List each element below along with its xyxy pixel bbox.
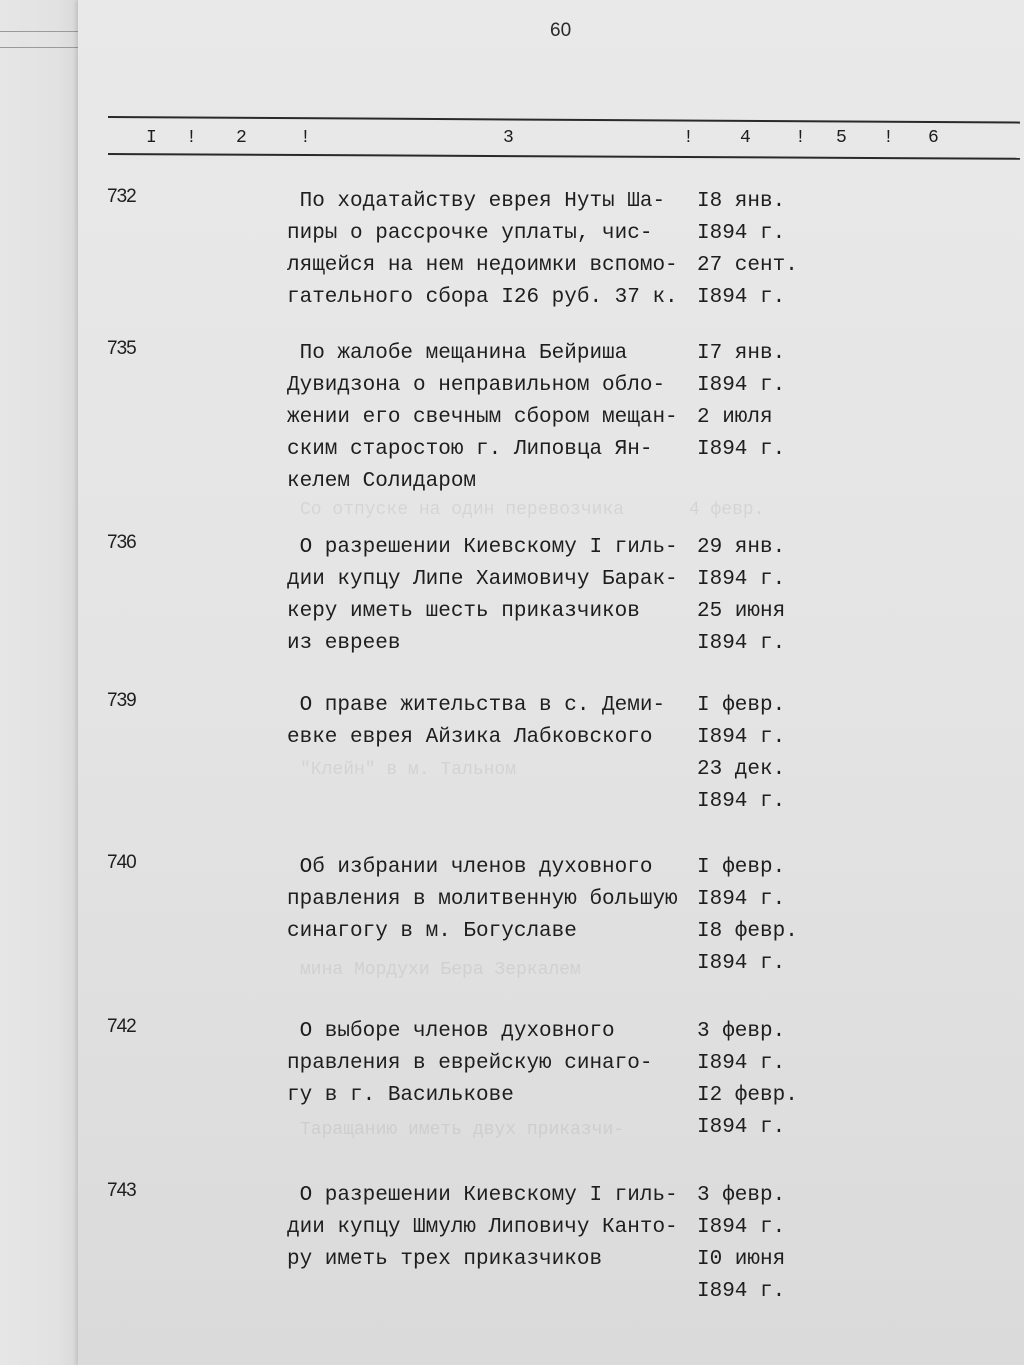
entry-date: I894 г. [697,438,786,461]
column-header-5: 5 [836,128,847,148]
entry-date: I894 г. [697,1052,786,1075]
entry-description-line: из евреев [287,632,401,655]
entry-number: 739 [107,690,136,711]
entry-number: 743 [107,1180,136,1201]
entry-content [287,852,807,980]
bleed-through-text: Со отпуске на один перевозчика 4 февр. [300,500,765,520]
page-number: 60 [550,20,572,41]
entry-number: 742 [107,1016,136,1037]
bleed-through-text: "Клейн" в м. Тальном [300,760,517,780]
bleed-through-text: Таращанию иметь двух приказчи- [300,1120,625,1140]
entry-description-line: пиры о рассрочке уплаты, чис- [287,222,653,245]
entry-content [287,186,807,314]
entry-description-line: ским старостою г. Липовца Ян- [287,438,653,461]
entry-description-line: О разрешении Киевскому I гиль- [287,536,678,559]
entry-date: I894 г. [697,374,786,397]
entry-description-line: келем Солидаром [287,470,477,493]
entry-description-line: ру иметь трех приказчиков [287,1248,603,1271]
entry-date: I февр. [697,694,786,717]
column-header-3: 3 [503,128,514,148]
column-header-2: 2 [236,128,247,148]
entry-description-line: О выборе членов духовного [287,1020,615,1043]
column-header-1: I [146,128,157,148]
column-separator: ! [883,128,894,148]
bleed-through-text: мина Мордухи Бера Зеркалем [300,960,581,980]
entry-description-line: правления в молитвенную большую [287,888,678,911]
entry-date: I894 г. [697,726,786,749]
entry-date: 2 июля [697,406,773,429]
entry-date: I0 июня [697,1248,786,1271]
underlying-page-edge [0,0,80,1365]
entry-content [287,690,807,818]
entry-date: 3 февр. [697,1020,786,1043]
entry-description-line: евке еврея Айзика Лабковского [287,726,653,749]
entry-date: I894 г. [697,286,786,309]
entry-content [287,532,807,660]
column-separator: ! [300,128,311,148]
entry-description-line: гательного сбора I26 руб. 37 к. [287,286,678,309]
entry-date: I февр. [697,856,786,879]
column-separator: ! [795,128,806,148]
entry-date: I894 г. [697,790,786,813]
entry-date: 27 сент. [697,254,798,277]
entry-description-line: синагогу в м. Богуславе [287,920,577,943]
entry-description-line: гу в г. Василькове [287,1084,514,1107]
entry-description-line: керу иметь шесть приказчиков [287,600,640,623]
entry-date: 29 янв. [697,536,786,559]
entry-date: I894 г. [697,1280,786,1303]
entry-description-line: Об избрании членов духовного [287,856,653,879]
entry-number: 732 [107,186,136,207]
entry-date: I894 г. [697,952,786,975]
entry-description-line: жении его свечным сбором мещан- [287,406,678,429]
entry-description-line: лящейся на нем недоимки вспомо- [287,254,678,277]
entry-description-line: По ходатайству еврея Нуты Ша- [287,190,666,213]
entry-number: 736 [107,532,136,553]
entry-description-line: По жалобе мещанина Бейриша [287,342,628,365]
entry-date: I2 февр. [697,1084,798,1107]
underlying-rule [0,47,80,48]
entry-date: I894 г. [697,888,786,911]
entry-description-line: правления в еврейскую синаго- [287,1052,653,1075]
entry-description-line: Дувидзона о неправильном обло- [287,374,666,397]
entry-date: 25 июня [697,600,786,623]
entry-description-line: О разрешении Киевскому I гиль- [287,1184,678,1207]
entry-date: 3 февр. [697,1184,786,1207]
entry-date: I894 г. [697,632,786,655]
entry-date: I894 г. [697,568,786,591]
entry-date: I8 февр. [697,920,798,943]
entry-number: 735 [107,338,136,359]
entry-date: I894 г. [697,222,786,245]
column-header-6: 6 [928,128,939,148]
entry-date: I7 янв. [697,342,786,365]
entry-content [287,338,807,498]
column-header-4: 4 [740,128,751,148]
entry-description-line: дии купцу Липе Хаимовичу Барак- [287,568,678,591]
entry-date: I8 янв. [697,190,786,213]
underlying-rule [0,31,80,32]
entry-description-line: О праве жительства в с. Деми- [287,694,666,717]
entry-number: 740 [107,852,136,873]
entry-content [287,1016,807,1144]
entry-date: I894 г. [697,1116,786,1139]
entry-content [287,1180,807,1308]
entry-date: 23 дек. [697,758,786,781]
entry-description-line: дии купцу Шмулю Липовичу Канто- [287,1216,678,1239]
entry-date: I894 г. [697,1216,786,1239]
column-separator: ! [186,128,197,148]
column-separator: ! [683,128,694,148]
